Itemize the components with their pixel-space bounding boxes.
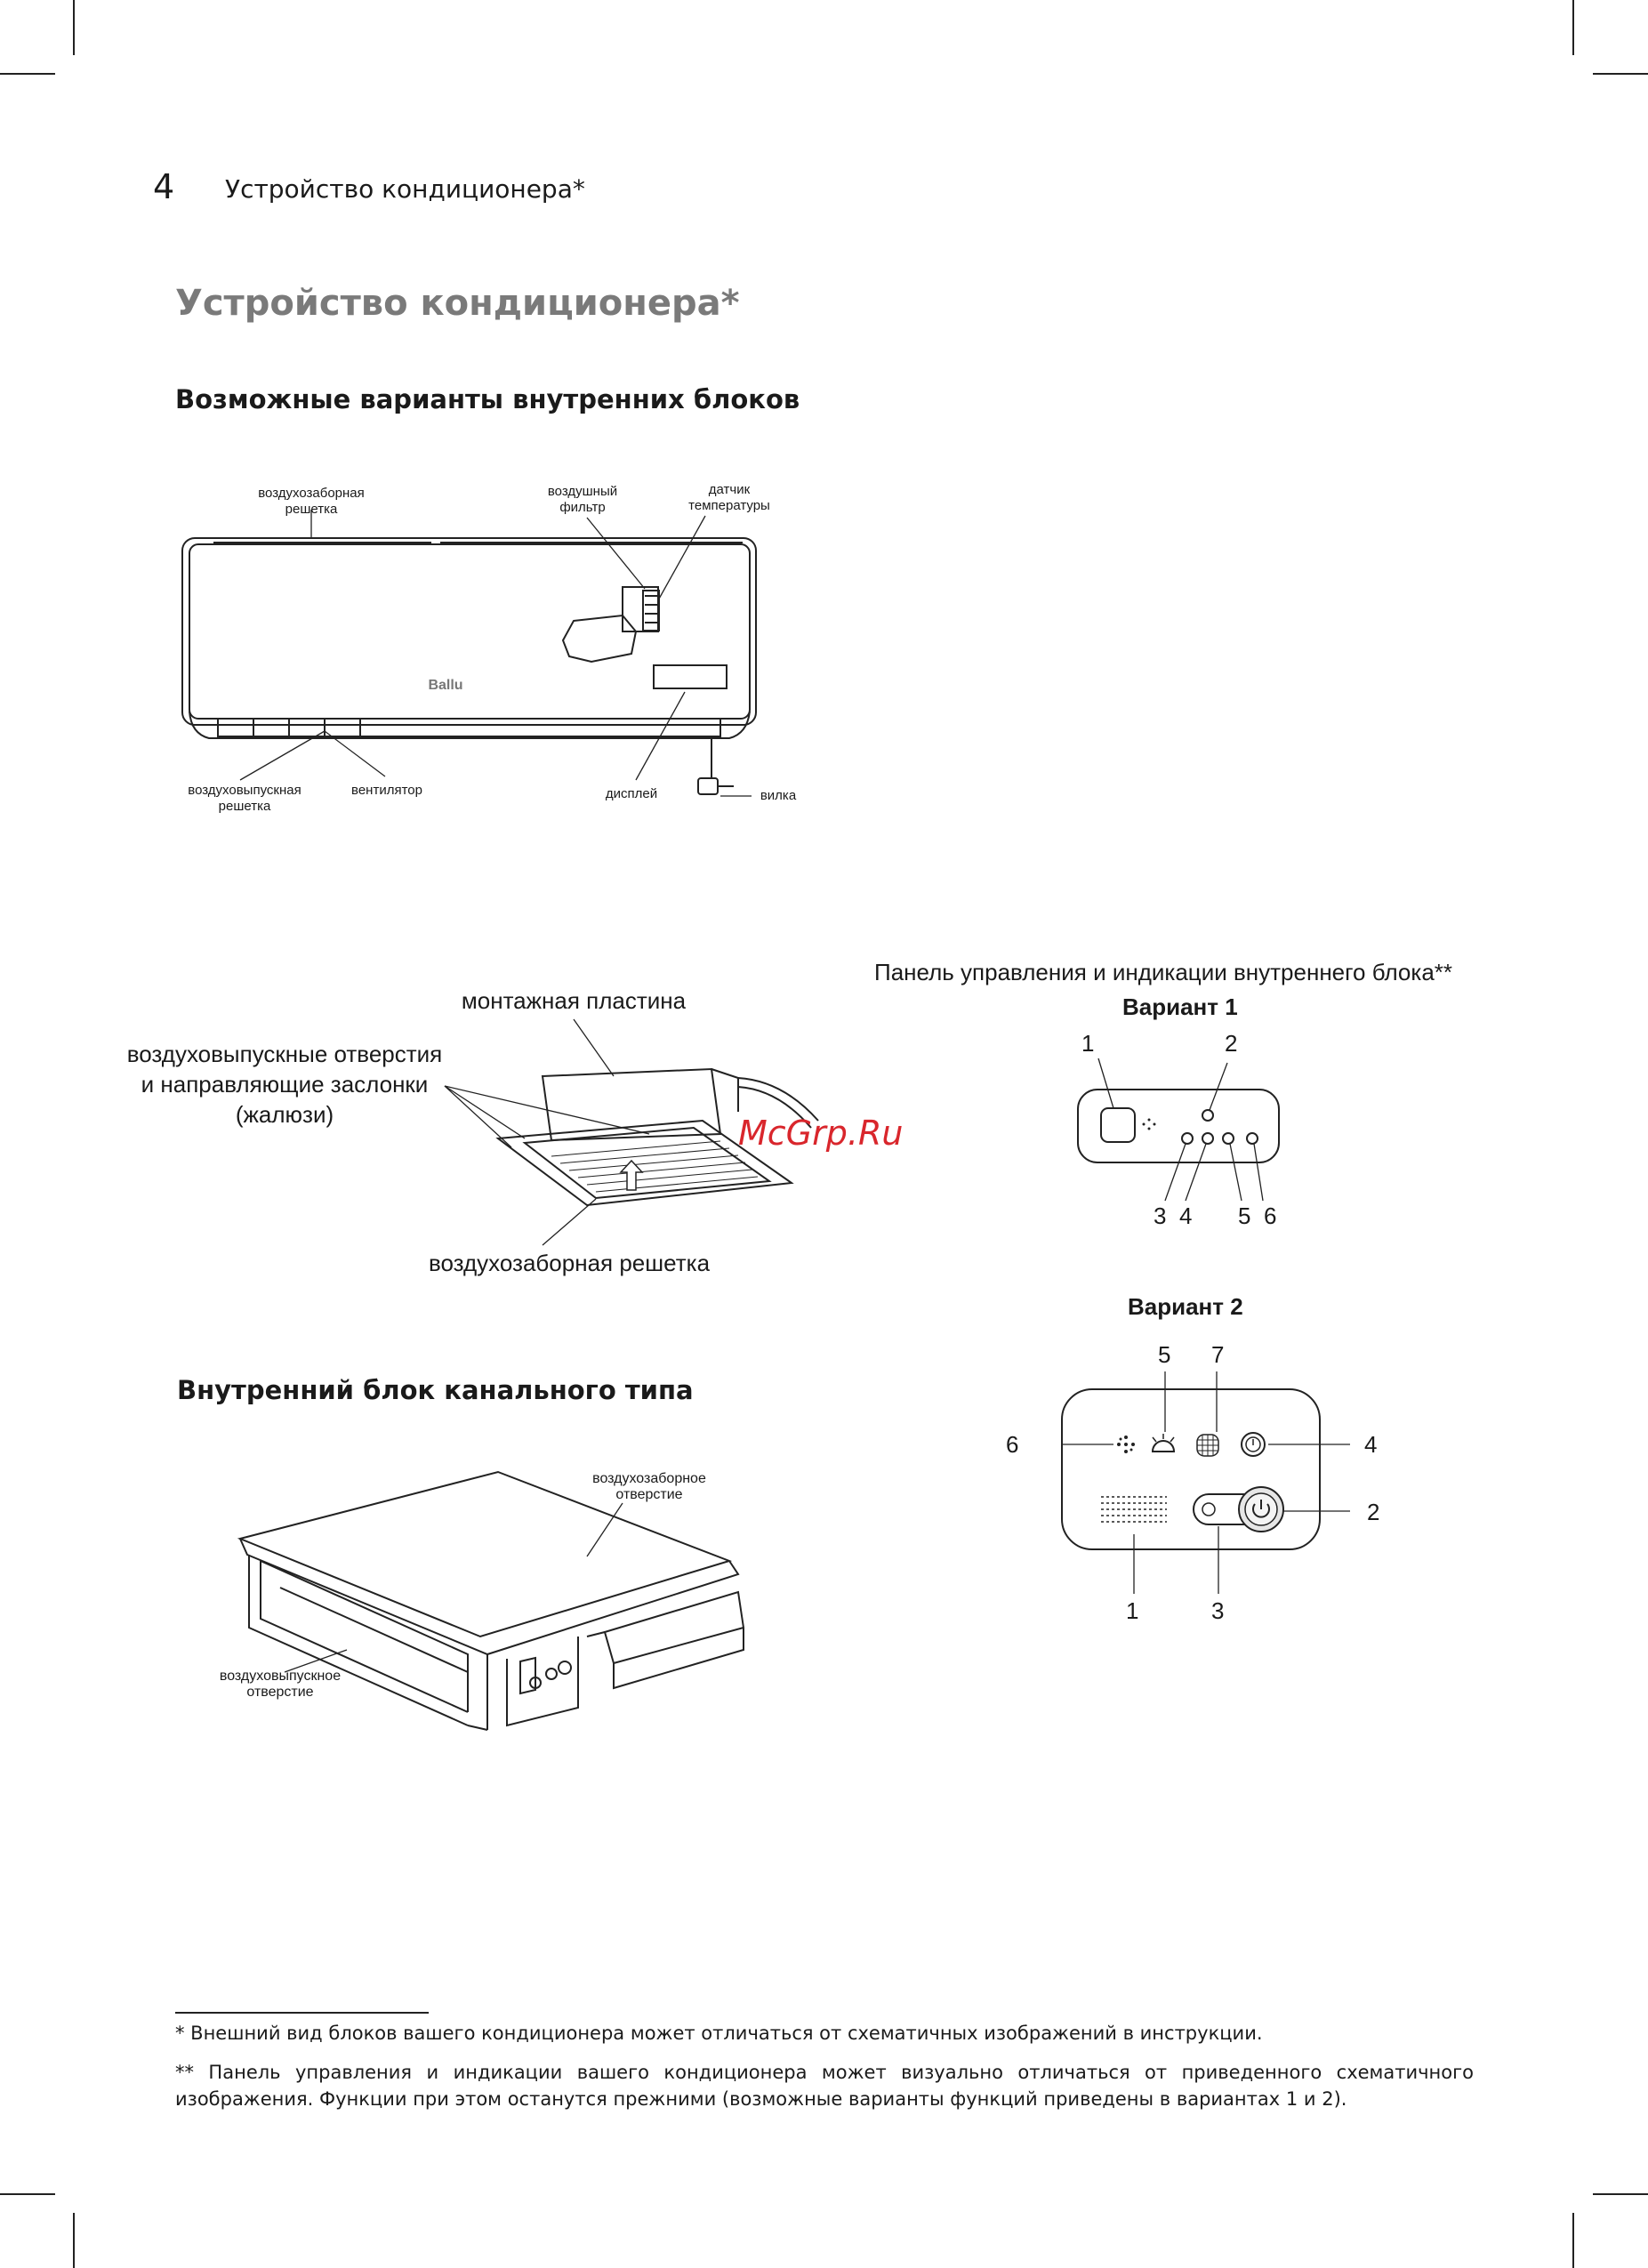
panel-variant2-diagram [996,1334,1405,1628]
section-heading-indoor-units: Возможные варианты внутренних блоков [175,384,800,414]
page-number: 4 [153,167,175,206]
v1-num-3: 3 [1154,1202,1167,1229]
v1-num-4: 4 [1179,1202,1193,1229]
crop-mark [1572,0,1574,55]
label-duct-intake: воздухозаборное отверстие [592,1471,706,1502]
v1-num-6: 6 [1264,1202,1277,1229]
crop-mark [0,73,55,75]
page-title: Устройство кондиционера* [175,283,740,324]
v2-num-4: 4 [1364,1431,1378,1458]
v2-num-6: 6 [1006,1431,1019,1458]
label-cassette-intake: воздухозаборная решетка [428,1250,711,1276]
section-heading-duct-unit: Внутренний блок канального типа [177,1375,694,1405]
label-duct-outlet: воздуховыпускное отверстие [219,1669,342,1700]
v2-num-5: 5 [1158,1341,1171,1368]
crop-mark [73,2213,75,2268]
footnote-1: * Внешний вид блоков вашего кондиционера может отличаться от схематичных изображений в инструкции. [175,2023,1263,2044]
v1-num-1: 1 [1081,1030,1095,1057]
label-mounting-plate: монтажная пластина [461,987,687,1014]
v2-num-3: 3 [1211,1597,1225,1624]
label-outlets-louvers: воздуховыпускные отверстия и направляющие заслонки (жалюзи) [126,1041,443,1128]
label-intake-grille: воздухозаборная решетка [258,486,365,517]
variant1-title: Вариант 1 [1122,993,1238,1020]
footnote-2: ** Панель управления и индикации вашего кондиционера может визуально отличаться от приведенного схематичного изображения. Функции при этом останутся прежними (возможные варианты функций приведены в вариантах 1 и 2). [175,2062,1474,2110]
crop-mark [1572,2213,1574,2268]
variant2-title: Вариант 2 [1128,1293,1243,1320]
crop-mark [1593,2193,1648,2195]
footnote-rule [175,2012,429,2014]
label-outlet-grille: воздуховыпускная решетка [188,783,301,814]
v1-num-5: 5 [1238,1202,1251,1229]
v2-num-7: 7 [1211,1341,1225,1368]
label-air-filter: воздушный фильтр [547,484,618,515]
v2-num-2: 2 [1367,1499,1380,1525]
crop-mark [1593,73,1648,75]
brand-logo: Ballu [428,678,463,693]
v2-num-1: 1 [1126,1597,1139,1624]
crop-mark [0,2193,55,2195]
v1-num-2: 2 [1225,1030,1238,1057]
panel-variant1-diagram [1067,1032,1298,1227]
wall-unit-diagram [173,471,814,827]
label-plug: вилка [760,788,797,803]
label-fan: вентилятор [351,783,422,798]
panel-title: Панель управления и индикации внутреннего блока** [874,959,1453,985]
crop-mark [73,0,75,55]
running-title: Устройство кондиционера* [225,174,585,204]
label-display: дисплей [605,786,658,801]
watermark: McGrp.Ru [738,1114,904,1153]
label-temp-sensor: датчик температуры [688,482,770,513]
